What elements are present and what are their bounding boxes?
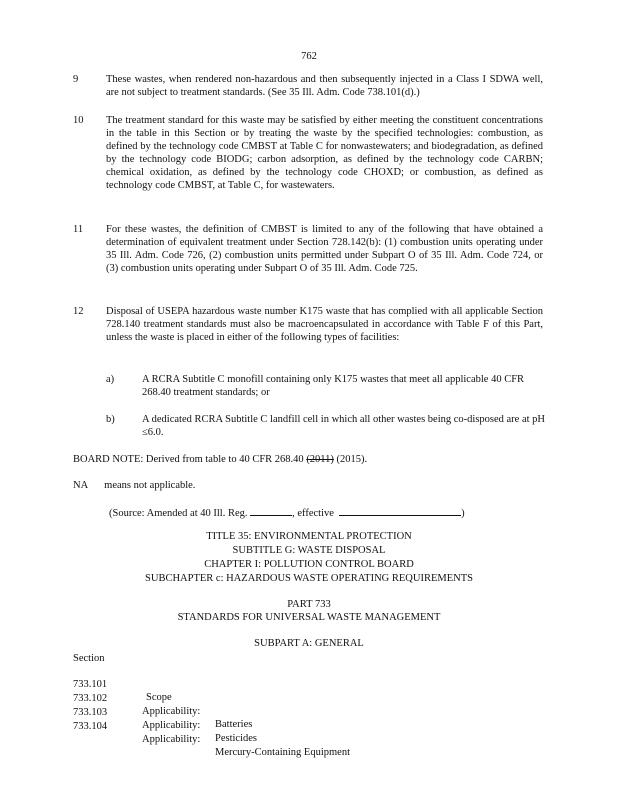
toc-section-title: Scope (146, 692, 172, 703)
subtitle-heading: SUBTITLE G: WASTE DISPOSAL (232, 545, 386, 556)
board-note (73, 453, 367, 466)
subitem-a (106, 373, 546, 399)
toc-section-title: Applicability: (142, 706, 201, 717)
page-number: 762 (301, 51, 317, 62)
footnote-9 (73, 73, 543, 99)
toc-section-detail: Mercury-Containing Equipment (215, 747, 351, 758)
toc-section-detail: Pesticides (215, 733, 257, 744)
source-middle: , effective (292, 508, 334, 519)
register-blank (250, 505, 292, 516)
footnote-text: Disposal of USEPA hazardous waste number K175 waste that has complied with all applicable Section 728.140 treatment standards must also be macroencapsulated in accordance with Table F of this Part, unless the waste is placed in either of the following types of facilities: (106, 306, 543, 343)
toc-section-title: Applicability: (142, 734, 201, 745)
source-prefix: (Source: Amended at 40 Ill. Reg. (109, 508, 248, 519)
source-note (109, 505, 465, 520)
effective-date-blank (339, 505, 461, 516)
footnote-text: The treatment standard for this waste may be satisfied by either meeting the constituent concentrations in the table in this Section or by treating the waste by the specified technologies: combustion, as defined by the technology code CMBST at Table C for nonwastewaters; and biodegradation, as defined by the technology code BIODG; carbon adsorption, as defined by the technology code CARBN; chemical oxidation, as defined by the technology code CHOXD; or combustion, as defined as technology code CMBST, at Table C, for wastewaters. (106, 115, 543, 191)
footnote-number: 10 (73, 115, 84, 126)
subitem-text: A dedicated RCRA Subtitle C landfill cell in which all other wastes being co-disposed are at pH ≤6.0. (142, 414, 545, 438)
toc-section-number: 733.101 (73, 679, 108, 690)
footnote-11 (73, 223, 543, 275)
source-suffix: ) (461, 508, 465, 519)
subitem-text: A RCRA Subtitle C monofill containing only K175 wastes that meet all applicable 40 CFR 268.40 treatment standards; or (142, 374, 525, 398)
toc-section-number: 733.103 (73, 707, 108, 718)
toc-section-number: 733.104 (73, 721, 108, 732)
part-heading: PART 733 (287, 599, 331, 610)
footnote-number: 9 (73, 74, 79, 85)
toc-section-number: 733.102 (73, 693, 108, 704)
toc-section-title: Applicability: (142, 720, 201, 731)
footnote-number: 12 (73, 306, 84, 317)
na-note (73, 479, 195, 492)
subchapter-heading: SUBCHAPTER c: HAZARDOUS WASTE OPERATING REQUIREMENTS (145, 573, 473, 584)
subitem-label: a) (106, 374, 115, 385)
board-note-text: BOARD NOTE: Derived from table to 40 CFR 268.40 (73, 454, 304, 465)
board-note-deleted-year: (2011) (306, 454, 334, 465)
board-note-new-year: (2015). (336, 454, 368, 465)
part-title: STANDARDS FOR UNIVERSAL WASTE MANAGEMENT (177, 612, 441, 623)
subpart-heading: SUBPART A: GENERAL (254, 638, 364, 649)
na-abbreviation: NA (73, 480, 89, 491)
footnote-text: For these wastes, the definition of CMBST is limited to any of the following that have obtained a determination of equivalent treatment under Section 728.142(b): (1) combustion units operating under 35 Ill. Adm. Code 726, (2) combustion units permitted under Subpart O of 35 Ill. Adm. Code 724, or (3) combustion units operating under Subpart O of 35 Ill. Adm. Code 725. (106, 224, 543, 274)
na-definition: means not applicable. (104, 480, 196, 491)
footnote-text: These wastes, when rendered non-hazardous and then subsequently injected in a Class I SDWA well, are not subject to treatment standards. (See 35 Ill. Adm. Code 738.101(d).) (106, 74, 543, 98)
title-heading: TITLE 35: ENVIRONMENTAL PROTECTION (206, 531, 412, 542)
subitem-label: b) (106, 414, 115, 425)
toc-header: Section (73, 653, 105, 664)
chapter-heading: CHAPTER I: POLLUTION CONTROL BOARD (204, 559, 414, 570)
footnote-number: 11 (73, 224, 84, 235)
toc-section-detail: Batteries (215, 719, 253, 730)
subitem-b (106, 413, 546, 439)
footnote-10 (73, 114, 543, 192)
footnote-12 (73, 305, 543, 344)
